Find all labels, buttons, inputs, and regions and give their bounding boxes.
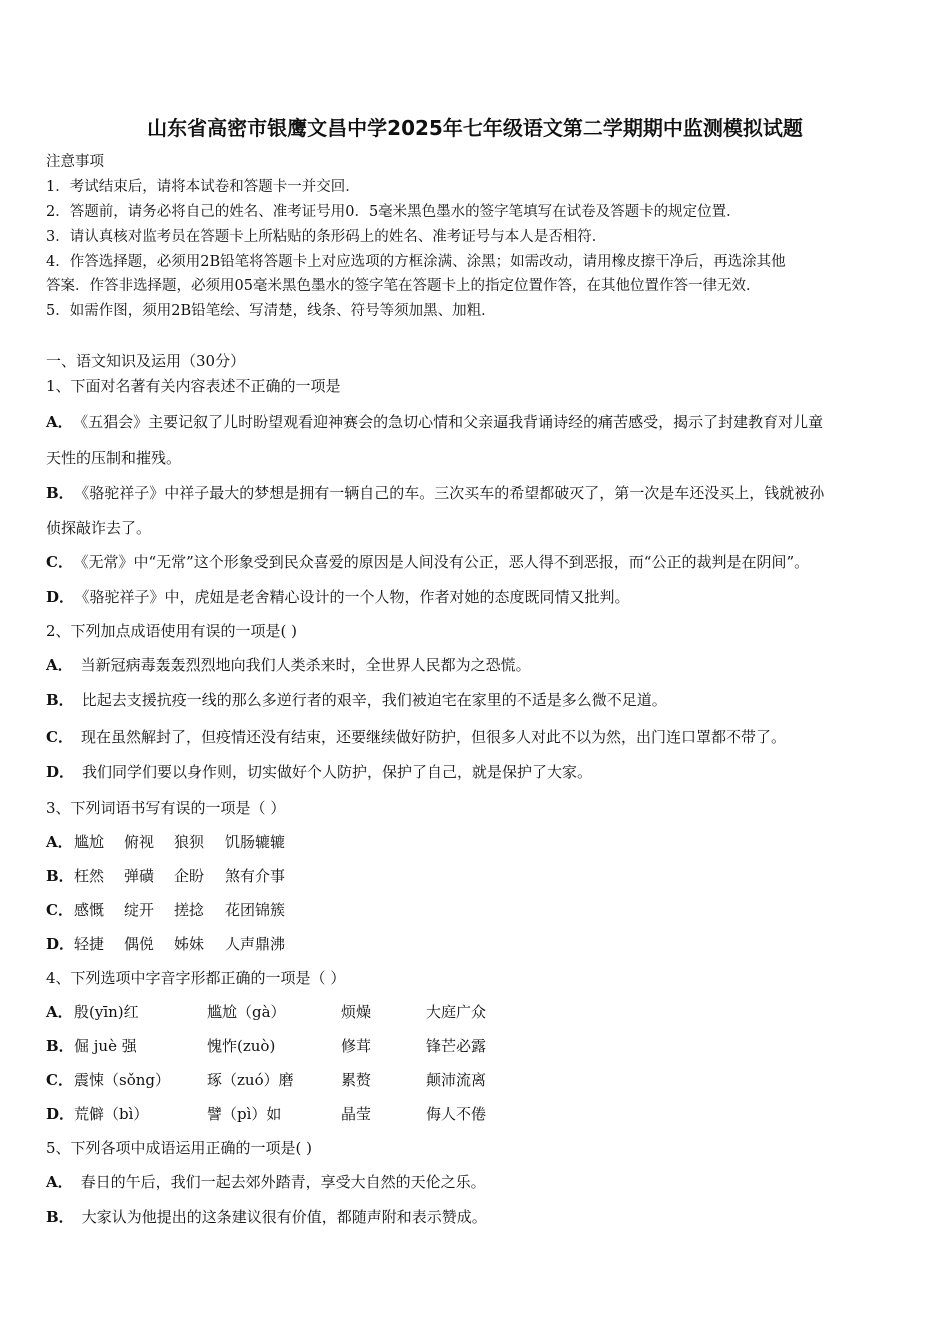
question-stem: 1、下面对名著有关内容表述不正确的一项是 xyxy=(46,377,341,395)
option-text: 《五猖会》主要记叙了儿时盼望观看迎神赛会的急切心情和父亲逼我背诵诗经的痛苦感受，揭示了封建教育对儿童 xyxy=(80,413,824,431)
option-d xyxy=(46,587,630,607)
option-word: 枉然 xyxy=(74,867,105,885)
option-word: 感慨 xyxy=(74,901,105,919)
option-label: C． xyxy=(46,901,73,919)
option-label: C． xyxy=(46,1071,73,1089)
option-text: 《无常》中“无常”这个形象受到民众喜爱的原因是人间没有公正，恶人得不到恶报，而“公正的裁判是在阴间”。 xyxy=(80,553,810,571)
option-word: 狼狈 xyxy=(174,833,205,851)
option-word: 偶侻 xyxy=(124,935,155,953)
option-word: 颠沛流离 xyxy=(426,1071,487,1089)
question-stem: 2、下列加点成语使用有误的一项是( ) xyxy=(46,622,298,640)
option-word: 煞有介事 xyxy=(225,867,286,885)
notice-item: 3．请认真核对监考员在答题卡上所粘贴的条形码上的姓名、准考证号与本人是否相符． xyxy=(46,229,607,245)
option-label: B． xyxy=(46,1037,74,1055)
option-text: 大家认为他提出的这条建议很有价值，都随声附和表示赞成。 xyxy=(81,1208,487,1226)
option-d xyxy=(46,762,592,782)
option-word: 企盼 xyxy=(174,867,205,885)
option-word: 搓捻 xyxy=(174,901,205,919)
option-b xyxy=(46,1207,487,1227)
option-word: 人声鼎沸 xyxy=(225,935,286,953)
notice-item: 5．如需作图，须用2B铅笔绘、写清楚，线条、符号等须加黑、加粗． xyxy=(46,303,496,319)
option-word: 弹磺 xyxy=(124,867,155,885)
option-label: D． xyxy=(46,935,75,953)
option-word: 尴尬 xyxy=(74,833,105,851)
section-heading: 一、语文知识及运用（30分） xyxy=(46,352,246,370)
option-word: 殷(yīn)红 xyxy=(74,1003,139,1021)
notice-item: 2．答题前，请务必将自己的姓名、准考证号用0．5毫米黑色墨水的签字笔填写在试卷及答题卡的规定位置． xyxy=(46,204,741,220)
option-text: 比起去支援抗疫一线的那么多逆行者的艰辛，我们被迫宅在家里的不适是多么微不足道。 xyxy=(81,691,667,709)
option-text: 侦探敲诈去了。 xyxy=(46,519,152,537)
question-stem: 5、下列各项中成语运用正确的一项是( ) xyxy=(46,1139,313,1157)
option-c xyxy=(46,727,786,747)
notice-item: 4．作答选择题，必须用2B铅笔将答题卡上对应选项的方框涂满、涂黑；如需改动，请用橡皮擦干净后，再选涂其他 xyxy=(46,254,786,270)
option-label: A． xyxy=(46,413,73,431)
option-word: 修茸 xyxy=(341,1037,372,1055)
option-word: 花团锦簇 xyxy=(225,901,286,919)
option-label: C． xyxy=(46,553,73,571)
notice-item: 答案．作答非选择题，必须用05毫米黑色墨水的签字笔在答题卡上的指定位置作答，在其他位置作答一律无效． xyxy=(46,278,761,294)
option-label: A． xyxy=(46,833,73,851)
option-label: D． xyxy=(46,763,75,781)
option-label: B． xyxy=(46,1208,74,1226)
option-word: 姊妹 xyxy=(174,935,205,953)
option-text: 现在虽然解封了，但疫情还没有结束，还要继续做好防护，但很多人对此不以为然，出门连口罩都不带了。 xyxy=(80,728,786,746)
option-word: 俯视 xyxy=(124,833,155,851)
question-stem: 4、下列选项中字音字形都正确的一项是（ ） xyxy=(46,969,346,987)
notice-heading: 注意事项 xyxy=(46,154,104,170)
option-word: 倔 juè 强 xyxy=(74,1037,137,1055)
option-label: B． xyxy=(46,867,74,885)
option-text: 春日的午后，我们一起去郊外踏青，享受大自然的天伦之乐。 xyxy=(80,1173,486,1191)
option-text: 天性的压制和摧残。 xyxy=(46,449,182,467)
option-word: 大庭广众 xyxy=(426,1003,487,1021)
option-label: D． xyxy=(46,588,75,606)
option-word: 琢（zuó）磨 xyxy=(207,1071,294,1089)
option-word: 烦燥 xyxy=(341,1003,372,1021)
option-word: 震悚（sǒng） xyxy=(74,1071,170,1089)
option-word: 累赘 xyxy=(341,1071,372,1089)
option-word: 愧怍(zuò) xyxy=(207,1037,276,1055)
option-label: B． xyxy=(46,484,74,502)
option-label: A． xyxy=(46,1003,73,1021)
option-label: A． xyxy=(46,656,73,674)
option-text: 《骆驼祥子》中，虎妞是老舍精心设计的一个人物，作者对她的态度既同情又批判。 xyxy=(82,588,630,606)
question-stem: 3、下列词语书写有误的一项是（ ） xyxy=(46,799,286,817)
option-label: C． xyxy=(46,728,73,746)
option-word: 绽开 xyxy=(124,901,155,919)
option-word: 饥肠辘辘 xyxy=(225,833,286,851)
option-text: 我们同学们要以身作则，切实做好个人防护，保护了自己，就是保护了大家。 xyxy=(82,763,593,781)
option-label: D． xyxy=(46,1105,75,1123)
option-word: 侮人不倦 xyxy=(426,1105,487,1123)
option-label: B． xyxy=(46,691,74,709)
option-a xyxy=(46,655,531,675)
option-word: 譬（pì）如 xyxy=(207,1105,282,1123)
option-word: 晶莹 xyxy=(341,1105,372,1123)
option-b xyxy=(46,690,667,710)
option-c xyxy=(46,552,809,572)
option-a xyxy=(46,412,823,432)
option-word: 轻捷 xyxy=(74,935,105,953)
option-text: 当新冠病毒轰轰烈烈地向我们人类杀来时，全世界人民都为之恐慌。 xyxy=(80,656,531,674)
option-word: 锋芒必露 xyxy=(426,1037,487,1055)
page-title: 山东省高密市银鹰文昌中学2025年七年级语文第二学期期中监测模拟试题 xyxy=(147,116,803,140)
option-continuation xyxy=(46,518,151,538)
option-continuation xyxy=(46,448,181,468)
option-word: 荒僻（bì） xyxy=(74,1105,149,1123)
option-label: A． xyxy=(46,1173,73,1191)
option-word: 尴尬（gà） xyxy=(207,1003,286,1021)
option-text: 《骆驼祥子》中祥子最大的梦想是拥有一辆自己的车。三次买车的希望都破灭了，第一次是车还没买上，钱就被孙 xyxy=(81,484,825,502)
notice-item: 1．考试结束后，请将本试卷和答题卡一并交回． xyxy=(46,179,360,195)
option-b xyxy=(46,483,824,503)
option-a xyxy=(46,1172,486,1192)
